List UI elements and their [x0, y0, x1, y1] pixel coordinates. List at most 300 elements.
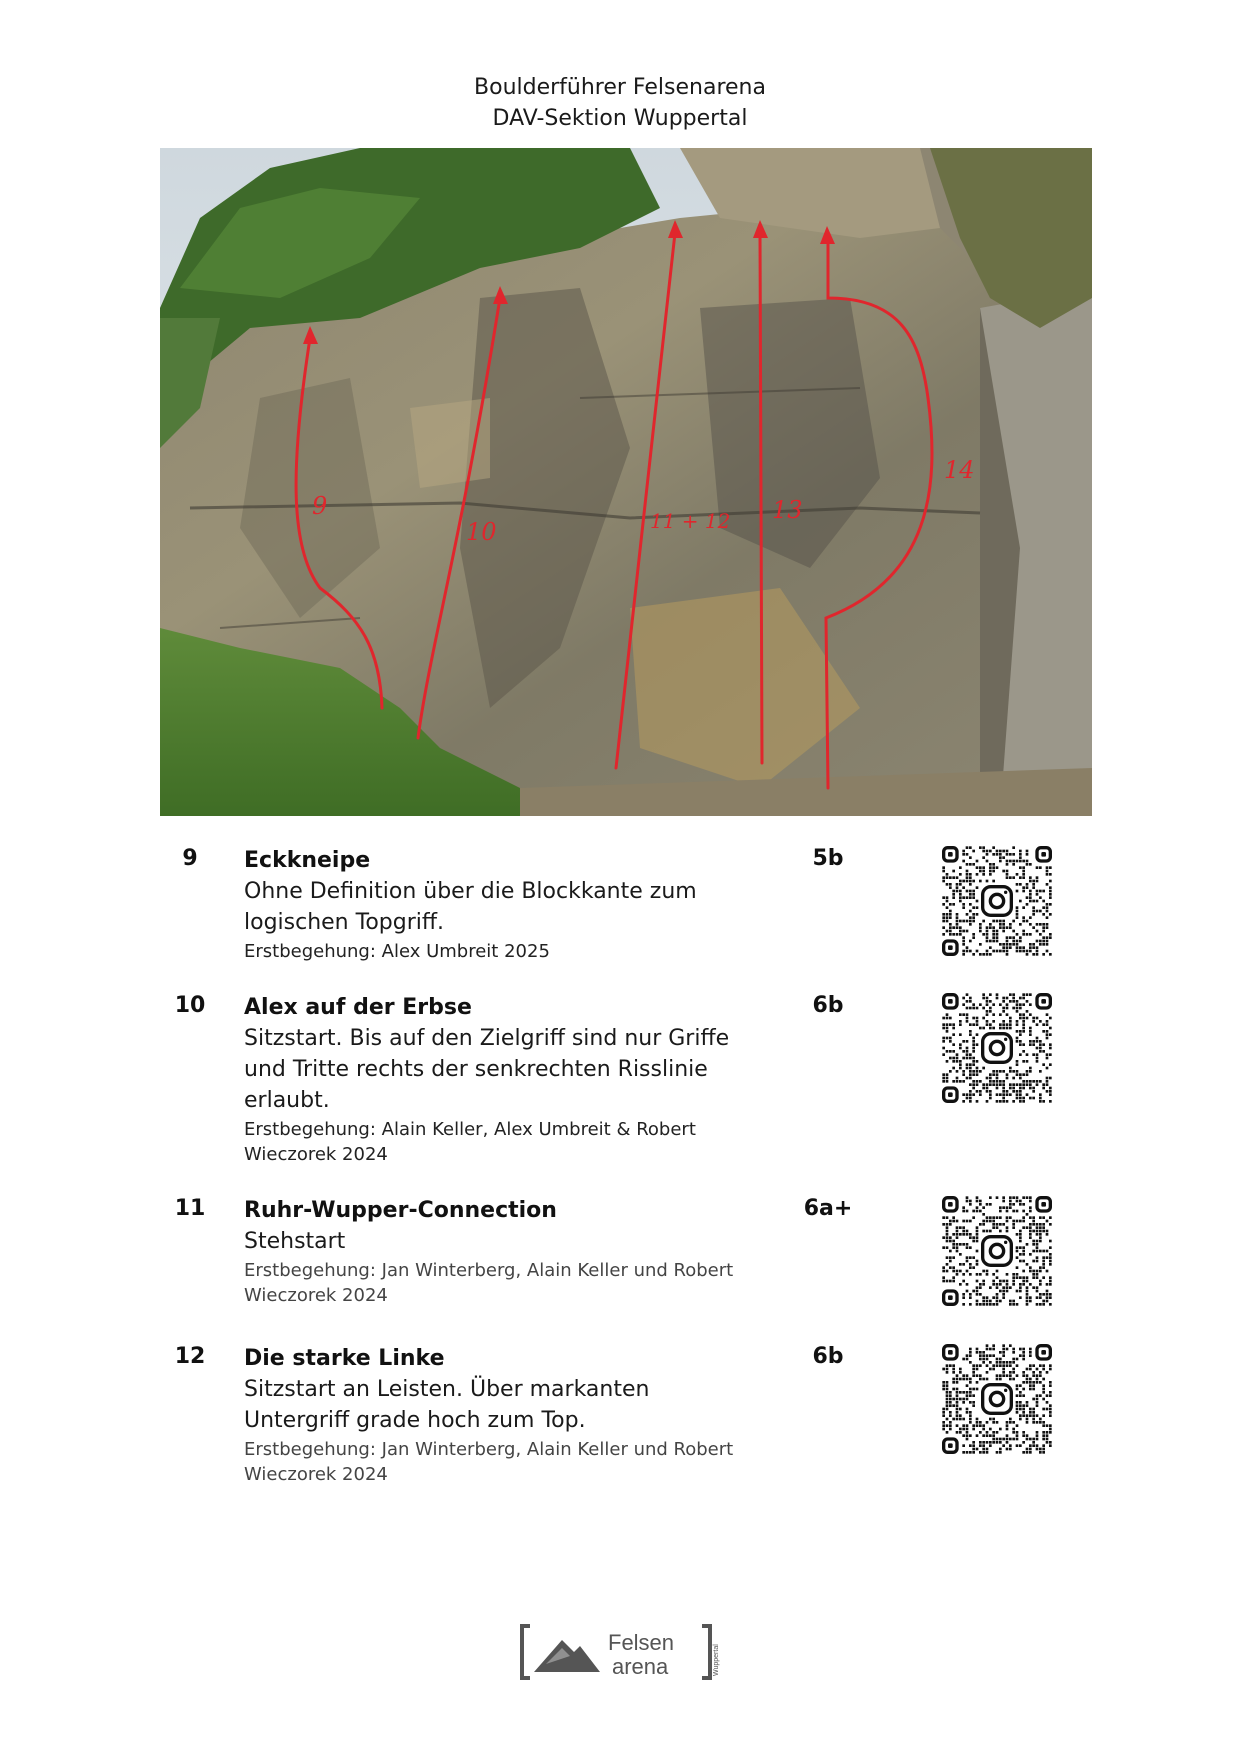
qr-module	[1049, 1100, 1052, 1103]
qr-module	[1042, 1388, 1045, 1391]
qr-module	[962, 1050, 965, 1053]
first-ascent: Erstbegehung: Alex Umbreit 2025	[244, 941, 550, 962]
qr-finder-pattern	[944, 941, 957, 954]
qr-module	[952, 933, 955, 936]
qr-module	[1036, 1401, 1039, 1404]
qr-module	[1022, 1394, 1025, 1397]
qr-module	[1029, 1381, 1032, 1384]
qr-module	[1026, 853, 1029, 856]
qr-module	[1032, 1388, 1035, 1391]
qr-module	[996, 936, 999, 939]
qr-module	[1032, 910, 1035, 913]
qr-module	[942, 1421, 945, 1424]
qr-module	[999, 1093, 1002, 1096]
qr-module	[959, 1033, 962, 1036]
qr-module	[946, 1418, 949, 1421]
qr-module	[969, 1434, 972, 1437]
qr-module	[1029, 1083, 1032, 1086]
qr-module	[1036, 1448, 1039, 1451]
qr-module	[1022, 886, 1025, 889]
qr-module	[1012, 860, 1015, 863]
route-name: Die starke Linke	[244, 1346, 445, 1371]
qr-module	[1019, 1100, 1022, 1103]
qr-module	[979, 1283, 982, 1286]
qr-module	[962, 1424, 965, 1427]
qr-module	[952, 1033, 955, 1036]
qr-module	[989, 1300, 992, 1303]
qr-module	[959, 920, 962, 923]
qr-module	[952, 890, 955, 893]
qr-module	[1046, 926, 1049, 929]
qr-module	[946, 1381, 949, 1384]
qr-module	[956, 1070, 959, 1073]
qr-module	[1019, 1348, 1022, 1351]
qr-module	[999, 1023, 1002, 1026]
qr-module	[976, 1200, 979, 1203]
qr-module	[1012, 1368, 1015, 1371]
qr-module	[962, 1451, 965, 1454]
qr-module	[1002, 1348, 1005, 1351]
qr-module	[1002, 1361, 1005, 1364]
qr-module	[992, 930, 995, 933]
qr-module	[1036, 1378, 1039, 1381]
qr-module	[999, 1080, 1002, 1083]
qr-module	[999, 920, 1002, 923]
qr-module	[942, 1280, 945, 1283]
qr-module	[1046, 943, 1049, 946]
qr-module	[999, 1003, 1002, 1006]
qr-module	[1022, 1283, 1025, 1286]
qr-module	[1026, 933, 1029, 936]
qr-module	[982, 1027, 985, 1030]
qr-module	[959, 930, 962, 933]
qr-module	[1042, 1260, 1045, 1263]
qr-module	[972, 893, 975, 896]
qr-module	[1029, 1206, 1032, 1209]
qr-module	[946, 876, 949, 879]
qr-module	[1046, 916, 1049, 919]
qr-module	[966, 1438, 969, 1441]
qr-module	[1039, 933, 1042, 936]
qr-module	[982, 1206, 985, 1209]
qr-module	[976, 1090, 979, 1093]
qr-module	[956, 1408, 959, 1411]
qr-module	[949, 1236, 952, 1239]
qr-module	[959, 873, 962, 876]
qr-module	[946, 1013, 949, 1016]
qr-module	[949, 1394, 952, 1397]
qr-module	[979, 1090, 982, 1093]
qr-module	[1006, 860, 1009, 863]
qr-module	[976, 913, 979, 916]
qr-module	[1049, 1283, 1052, 1286]
qr-module	[992, 1441, 995, 1444]
qr-module	[1009, 1017, 1012, 1020]
qr-module	[1002, 1293, 1005, 1296]
qr-module	[966, 1451, 969, 1454]
qr-module	[1046, 1431, 1049, 1434]
qr-module	[1022, 1434, 1025, 1437]
qr-module	[969, 1007, 972, 1010]
qr-module	[952, 1080, 955, 1083]
qr-module	[1032, 1220, 1035, 1223]
qr-module	[956, 1246, 959, 1249]
qr-module	[982, 993, 985, 996]
qr-module	[946, 1240, 949, 1243]
qr-module	[1019, 1394, 1022, 1397]
qr-module	[979, 1424, 982, 1427]
qr-module	[1006, 1441, 1009, 1444]
qr-module	[996, 1374, 999, 1377]
qr-module	[1049, 1263, 1052, 1266]
qr-module	[996, 1196, 999, 1199]
qr-module	[962, 1206, 965, 1209]
qr-module	[999, 1364, 1002, 1367]
qr-module	[982, 1223, 985, 1226]
qr-module	[986, 1344, 989, 1347]
qr-module	[1036, 1023, 1039, 1026]
qr-module	[969, 923, 972, 926]
qr-module	[942, 926, 945, 929]
qr-module	[969, 1067, 972, 1070]
qr-module	[989, 1418, 992, 1421]
qr-module	[1006, 943, 1009, 946]
qr-module	[1006, 1438, 1009, 1441]
qr-module	[1049, 933, 1052, 936]
qr-module	[1049, 1276, 1052, 1279]
qr-module	[969, 1090, 972, 1093]
qr-module	[966, 1384, 969, 1387]
qr-module	[1016, 1411, 1019, 1414]
qr-module	[999, 856, 1002, 859]
qr-module	[1002, 1290, 1005, 1293]
qr-module	[1016, 1358, 1019, 1361]
qr-module	[986, 850, 989, 853]
qr-module	[969, 1100, 972, 1103]
qr-module	[1016, 1434, 1019, 1437]
qr-code[interactable]	[942, 1344, 1052, 1454]
qr-module	[962, 1210, 965, 1213]
qr-module	[972, 1070, 975, 1073]
qr-module	[972, 1444, 975, 1447]
qr-module	[949, 1414, 952, 1417]
qr-module	[1046, 1438, 1049, 1441]
qr-code[interactable]	[942, 846, 1052, 956]
qr-code[interactable]	[942, 993, 1052, 1103]
qr-module	[1036, 900, 1039, 903]
qr-module	[1006, 1073, 1009, 1076]
qr-module	[949, 883, 952, 886]
qr-module	[972, 850, 975, 853]
qr-module	[1002, 1444, 1005, 1447]
qr-module	[1046, 1233, 1049, 1236]
qr-module	[976, 1210, 979, 1213]
qr-module	[1032, 886, 1035, 889]
qr-module	[1006, 1428, 1009, 1431]
qr-module	[949, 1404, 952, 1407]
qr-module	[1049, 1260, 1052, 1263]
qr-module	[1042, 1293, 1045, 1296]
qr-module	[1046, 1270, 1049, 1273]
qr-module	[1006, 873, 1009, 876]
qr-module	[1026, 1000, 1029, 1003]
qr-module	[966, 1050, 969, 1053]
qr-module	[972, 1374, 975, 1377]
qr-module	[1022, 1220, 1025, 1223]
qr-module	[992, 1073, 995, 1076]
qr-module	[962, 1003, 965, 1006]
qr-module	[1036, 1083, 1039, 1086]
qr-module	[976, 1073, 979, 1076]
qr-module	[999, 1451, 1002, 1454]
qr-module	[1042, 1226, 1045, 1229]
qr-module	[1009, 1083, 1012, 1086]
qr-module	[962, 943, 965, 946]
qr-module	[956, 1230, 959, 1233]
qr-module	[942, 1408, 945, 1411]
qr-module	[1036, 1421, 1039, 1424]
qr-module	[959, 1020, 962, 1023]
qr-module	[1019, 1418, 1022, 1421]
qr-module	[999, 1230, 1002, 1233]
qr-module	[1019, 1043, 1022, 1046]
qr-module	[1039, 1216, 1042, 1219]
qr-module	[966, 1047, 969, 1050]
qr-module	[1032, 1043, 1035, 1046]
qr-module	[1029, 1080, 1032, 1083]
qr-module	[969, 1418, 972, 1421]
qr-module	[1049, 866, 1052, 869]
qr-module	[1022, 870, 1025, 873]
qr-module	[1019, 1354, 1022, 1357]
qr-module	[972, 1388, 975, 1391]
qr-module	[962, 1280, 965, 1283]
qr-module	[1029, 1067, 1032, 1070]
qr-module	[972, 1451, 975, 1454]
qr-module	[956, 1236, 959, 1239]
qr-module	[1006, 1027, 1009, 1030]
qr-module	[1039, 1097, 1042, 1100]
qr-module	[1019, 1276, 1022, 1279]
qr-module	[1012, 1077, 1015, 1080]
qr-module	[1016, 1073, 1019, 1076]
qr-module	[1042, 940, 1045, 943]
route-number: 12	[174, 1344, 206, 1369]
qr-module	[976, 1260, 979, 1263]
qr-module	[956, 1080, 959, 1083]
qr-module	[946, 1270, 949, 1273]
qr-module	[962, 1263, 965, 1266]
qr-module	[1012, 1273, 1015, 1276]
qr-module	[969, 1033, 972, 1036]
qr-module	[1049, 1077, 1052, 1080]
qr-module	[986, 1000, 989, 1003]
qr-module	[1022, 1253, 1025, 1256]
qr-module	[1032, 1371, 1035, 1374]
qr-module	[982, 1354, 985, 1357]
qr-module	[952, 926, 955, 929]
qr-module	[982, 866, 985, 869]
qr-module	[1022, 1060, 1025, 1063]
qr-module	[979, 1070, 982, 1073]
qr-module	[946, 1030, 949, 1033]
qr-module	[966, 1256, 969, 1259]
qr-module	[1006, 1280, 1009, 1283]
qr-module	[1046, 1023, 1049, 1026]
qr-module	[1019, 1253, 1022, 1256]
qr-module	[1036, 1434, 1039, 1437]
qr-module	[1032, 1286, 1035, 1289]
qr-module	[979, 866, 982, 869]
qr-module	[956, 1233, 959, 1236]
qr-module	[989, 1023, 992, 1026]
qr-module	[1039, 1233, 1042, 1236]
qr-module	[1039, 1250, 1042, 1253]
qr-module	[989, 993, 992, 996]
instagram-icon	[979, 1030, 1016, 1067]
qr-module	[1012, 1300, 1015, 1303]
qr-module	[972, 1057, 975, 1060]
qr-module	[962, 1398, 965, 1401]
qr-module	[962, 1100, 965, 1103]
qr-module	[1009, 1020, 1012, 1023]
qr-module	[1042, 1384, 1045, 1387]
qr-module	[969, 863, 972, 866]
qr-module	[969, 1057, 972, 1060]
qr-module	[972, 1050, 975, 1053]
qr-module	[972, 1290, 975, 1293]
qr-module	[992, 1283, 995, 1286]
qr-module	[1042, 1230, 1045, 1233]
qr-module	[976, 1240, 979, 1243]
qr-module	[1046, 1067, 1049, 1070]
qr-module	[996, 1216, 999, 1219]
qr-module	[1029, 1040, 1032, 1043]
qr-module	[992, 1434, 995, 1437]
qr-module	[976, 1286, 979, 1289]
qr-module	[1049, 886, 1052, 889]
qr-module	[999, 1361, 1002, 1364]
qr-module	[989, 926, 992, 929]
qr-module	[1019, 1013, 1022, 1016]
qr-module	[1019, 1040, 1022, 1043]
qr-module	[946, 1263, 949, 1266]
qr-module	[1029, 1223, 1032, 1226]
qr-module	[979, 1003, 982, 1006]
qr-module	[1002, 1196, 1005, 1199]
qr-module	[986, 1354, 989, 1357]
qr-module	[966, 880, 969, 883]
qr-module	[1039, 1421, 1042, 1424]
qr-module	[959, 1013, 962, 1016]
qr-module	[959, 1428, 962, 1431]
qr-module	[969, 1263, 972, 1266]
qr-module	[976, 1348, 979, 1351]
qr-module	[949, 1266, 952, 1269]
qr-module	[1036, 1270, 1039, 1273]
topo-label-13: 13	[772, 496, 803, 524]
qr-module	[976, 1070, 979, 1073]
qr-module	[946, 1256, 949, 1259]
qr-module	[1046, 1037, 1049, 1040]
qr-module	[972, 1256, 975, 1259]
qr-module	[946, 1223, 949, 1226]
qr-module	[942, 1411, 945, 1414]
qr-module	[966, 913, 969, 916]
qr-module	[989, 863, 992, 866]
qr-module	[969, 880, 972, 883]
qr-module	[1022, 1270, 1025, 1273]
qr-finder-pattern	[1037, 1198, 1050, 1211]
qr-module	[1019, 1391, 1022, 1394]
qr-module	[1012, 1083, 1015, 1086]
qr-module	[1012, 1087, 1015, 1090]
qr-module	[1039, 1303, 1042, 1306]
qr-module	[982, 1220, 985, 1223]
qr-module	[1016, 950, 1019, 953]
qr-module	[1009, 943, 1012, 946]
qr-module	[942, 1424, 945, 1427]
qr-module	[942, 1017, 945, 1020]
qr-module	[1042, 1216, 1045, 1219]
qr-module	[966, 1220, 969, 1223]
qr-module	[956, 1077, 959, 1080]
qr-code[interactable]	[942, 1196, 1052, 1306]
qr-module	[999, 1290, 1002, 1293]
qr-module	[969, 950, 972, 953]
qr-module	[962, 1358, 965, 1361]
qr-module	[1009, 860, 1012, 863]
qr-module	[1022, 1280, 1025, 1283]
qr-module	[1012, 876, 1015, 879]
qr-module	[1039, 1070, 1042, 1073]
qr-module	[956, 1381, 959, 1384]
qr-module	[1022, 1210, 1025, 1213]
qr-module	[1042, 943, 1045, 946]
qr-module	[986, 880, 989, 883]
qr-module	[989, 1354, 992, 1357]
qr-finder-pattern	[944, 1439, 957, 1452]
qr-module	[1022, 1216, 1025, 1219]
qr-module	[1032, 1438, 1035, 1441]
qr-module	[1036, 1047, 1039, 1050]
qr-module	[976, 1060, 979, 1063]
qr-module	[976, 1351, 979, 1354]
qr-module	[992, 1438, 995, 1441]
qr-module	[989, 1444, 992, 1447]
qr-module	[1029, 1200, 1032, 1203]
qr-module	[959, 883, 962, 886]
qr-module	[1032, 1080, 1035, 1083]
qr-module	[982, 856, 985, 859]
qr-module	[992, 1080, 995, 1083]
qr-module	[972, 1394, 975, 1397]
qr-module	[956, 1250, 959, 1253]
first-ascent: Erstbegehung: Jan Winterberg, Alain Keller und Robert Wieczorek 2024	[244, 1260, 734, 1306]
qr-module	[1019, 1007, 1022, 1010]
qr-module	[1046, 1293, 1049, 1296]
qr-module	[976, 1043, 979, 1046]
qr-module	[1016, 1023, 1019, 1026]
qr-module	[989, 1090, 992, 1093]
qr-module	[989, 1368, 992, 1371]
qr-module	[1019, 946, 1022, 949]
qr-module	[1006, 850, 1009, 853]
qr-module	[976, 1448, 979, 1451]
qr-module	[996, 1358, 999, 1361]
qr-module	[972, 1023, 975, 1026]
qr-module	[946, 873, 949, 876]
